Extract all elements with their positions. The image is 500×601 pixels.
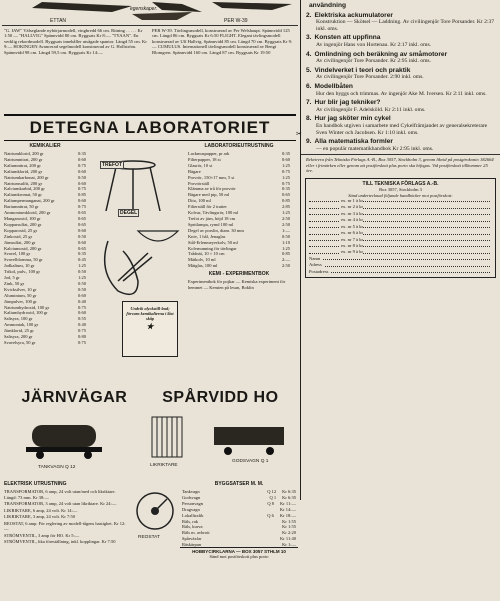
- kemi-book-title: KEMI - EXPERIMENTBOK: [208, 271, 270, 278]
- handbook-title-text: Alla matematiska formler: [314, 138, 393, 146]
- kemikalie-row-name: Natriumhydroxid, 100 gr: [4, 304, 50, 310]
- kemikalie-row-price: 0:75: [77, 162, 86, 168]
- kemikalie-row-name: Kaliumpermanganat, 200 gr: [4, 198, 55, 204]
- kemikalie-row-price: 0:75: [77, 304, 86, 310]
- lab-banner: DETEGNA LABORATORIET: [4, 114, 296, 141]
- handbook-desc: Av civilingenjör Tore Porsander. Kr 2:95 inkl. oms.: [316, 58, 431, 65]
- order-amount-field[interactable]: [363, 237, 490, 241]
- handbook-title-text: Hur jag sköter min cykel: [314, 115, 391, 123]
- handbook-item: [306, 12, 496, 33]
- order-amount-field[interactable]: [363, 230, 490, 234]
- handbook-number: 2.: [306, 11, 312, 19]
- order-row-label: ex. nr 7 à kr: [341, 236, 364, 242]
- utrustning-row-name: Spritlampa, rymd 100 ml: [188, 221, 234, 227]
- order-row-label: ex. nr 1 à kr: [341, 198, 364, 204]
- elektrisk-item: LIKRIKTARE, 6 amp, 24 volt. Kr 14:—: [4, 507, 78, 513]
- handbook-desc: — en populär matematikhandbok Kr 2:95 inkl. oms.: [316, 145, 434, 152]
- utrustning-row-price: 0:75: [281, 168, 290, 174]
- utrustning-row-price: 1:—: [281, 227, 290, 233]
- byggsats-name: Lokalltrafik: [182, 512, 204, 518]
- handbook-desc: Konstruktion — Skötsel — Laddning. Av civilingenjör Tore Porsander. Kr 2:37 inkl. oms.: [316, 19, 495, 32]
- handbook-number: 7.: [306, 99, 312, 107]
- byggsats-code: Q 12: [267, 489, 277, 494]
- right-column: [300, 0, 500, 500]
- byggsats-price: Kr 18:—: [279, 512, 296, 518]
- order-amount-field[interactable]: [363, 249, 490, 253]
- utrustning-row-price: 2:—: [281, 257, 290, 263]
- order-amount-field[interactable]: [363, 243, 490, 247]
- kemikalie-row-name: Järnsulfat, 200 gr: [4, 239, 36, 245]
- glider-ad-right: PER W-39. Tävlingsmodell, konstruerad av Per Welshaupt. Spännvidd 125 cm. Längd 86 cm. Byggsats Kr 6:50 FLIGHT. Elegant tävlingsmodell konstruerad av Ulf Hallvig. Spännvidd 85 cm. Längd 70 cm. Byggsats Kr 9:— CUMULUS. Internationell tävlingsmodell konstruerad av Bengt Blomgren. Spännvidd 160 cm. Längd 87 cm. Byggsats Kr 19:50: [152, 28, 293, 55]
- byggsats-price: Kr 1:55: [282, 518, 296, 524]
- lab-section: [2, 141, 298, 389]
- order-amount-field[interactable]: [363, 198, 490, 202]
- kemikalie-row-name: Saltsyra, 200 gr: [4, 334, 33, 340]
- utrustning-row-name: Filterpapper, 18 st: [188, 156, 221, 162]
- kemikalie-row-price: 0:65: [77, 245, 86, 251]
- handbook-title: [306, 12, 496, 20]
- handbook-title: [306, 51, 496, 59]
- handbook-title: [306, 83, 496, 91]
- utrustning-row-name: Bägare: [188, 168, 201, 174]
- byggsats-code: Q 1: [269, 494, 277, 500]
- kemikalie-row-name: Kaliumkromat, 50 gr: [4, 192, 42, 198]
- kemikalie-row-price: 0:50: [77, 174, 86, 180]
- crucible-dish-icon: [138, 231, 178, 241]
- rail-banner-right: SPÅRVIDD HO: [162, 389, 279, 406]
- byggsats-price: Kr 14:—: [279, 506, 296, 512]
- utrustning-row-price: 1:10: [281, 239, 290, 245]
- utrustning-row-price: 0:35: [281, 186, 290, 192]
- elektrisk-item: STRÖMVENTIL, 3 amp för HO. Kr 5:—: [4, 532, 80, 538]
- kemikalie-row-price: 0:50: [77, 280, 86, 286]
- utrustning-row-name: Glasrör, 10 st: [188, 162, 213, 168]
- handbook-item: [306, 2, 496, 10]
- kemikalie-row-price: 0:65: [77, 215, 86, 221]
- kemikalie-row-name: Manganoxid, 100 gr: [4, 215, 41, 221]
- utrustning-row-price: 1:25: [281, 245, 290, 251]
- kemikalie-row-name: Järnklorid, 25 gr: [4, 328, 34, 334]
- utrustning-row-name: Kniv, 1 hål, Jenaglas: [188, 233, 226, 239]
- order-row-label: ex. nr 5 à kr: [341, 223, 364, 229]
- kemikalie-row-name: Ammoniumklorid, 200 gr: [4, 210, 51, 216]
- utrustning-row-price: 0:65: [281, 192, 290, 198]
- utrustning-row-name: Dito, 100 ml: [188, 198, 211, 204]
- byggsats-price: Kr 11:40: [280, 536, 296, 542]
- handbook-desc: Av civilingenjör F. Adelsköld. Kr 2:11 inkl. oms.: [316, 106, 426, 113]
- kemikalie-row-name: Jod, 5 gr: [4, 275, 20, 281]
- handbook-item: [306, 34, 496, 48]
- byggsats-price: Kr 1:55: [282, 524, 296, 530]
- glider-ads: [2, 26, 298, 114]
- handbook-title-text: Elektriska ackumulatorer: [314, 11, 393, 19]
- handbook-title-text: användning: [309, 2, 346, 9]
- airplane-models-illustration: [2, 0, 298, 26]
- byggsatser-title: BYGGSATSER M. M.: [214, 481, 264, 487]
- kemikalie-row-name: Kaliumnitrat, 200 gr: [4, 162, 41, 168]
- utrustning-row-name: Provrör, 150×17 mm, 5 st: [188, 174, 235, 180]
- utrustning-row-price: 0:75: [281, 180, 290, 186]
- utrustning-row-price: 0:85: [281, 198, 290, 204]
- handbook-number: 6.: [306, 82, 312, 90]
- handbook-number: 9.: [306, 138, 312, 146]
- crucible-tongs-icon: [105, 241, 152, 294]
- byggsats-name: Spårväxlar: [182, 536, 202, 542]
- label-likriktare: LIKRIKTARE: [150, 463, 178, 468]
- handbook-number: 8.: [306, 115, 312, 123]
- handbook-desc: Av ingenjör Hans von Hortenau. Kr 2:17 inkl. oms.: [316, 41, 432, 48]
- utrustning-row-price: 2:85: [281, 204, 290, 210]
- elektrisk-item: TRANSFORMATOR, 6 amp, 24 volt utan/med och likriktare. Längd: 73 mm. Kr 38:—: [4, 489, 116, 500]
- rail-illustrations: [2, 407, 298, 481]
- kemikalie-row-name: Trikol, pulv., 100 gr: [4, 269, 41, 275]
- order-adress-label: Adress: [309, 262, 322, 268]
- utrustning-row-name: Kolvmunning för tävlingar: [188, 245, 237, 251]
- kemikalie-row-price: 0:50: [77, 269, 86, 275]
- kemikalie-row-name: Kvicksilver, 10 gr: [4, 286, 37, 292]
- order-amount-field[interactable]: [363, 217, 490, 221]
- order-qty-field[interactable]: [309, 243, 339, 247]
- kemikalie-row-price: 1:25: [77, 275, 86, 281]
- kemikalie-row-price: 0:80: [77, 334, 86, 340]
- handbook-title-text: Vindelverket i teori och praktik: [314, 66, 411, 74]
- kemikalie-row-price: 0:60: [77, 292, 86, 298]
- elektrisk-item: STRÖMVENTIL, lika föreställning, inkl. kopplingar. Kr 7:50: [4, 539, 116, 544]
- utrustning-row-price: 0:60: [281, 156, 290, 162]
- rail-products: [2, 481, 298, 601]
- order-qty-field[interactable]: [309, 217, 339, 221]
- byggsats-name: Räls, rak: [182, 518, 198, 524]
- utrustning-row-price: 0:85: [281, 251, 290, 257]
- left-column: [2, 0, 298, 560]
- handbook-item: [306, 99, 496, 113]
- utrustning-row-name: Klämma av trå för provrör: [188, 186, 236, 192]
- order-namn-field[interactable]: [323, 256, 490, 260]
- kemikalie-row-price: 0:65: [77, 221, 86, 227]
- handbook-title: [306, 67, 496, 75]
- kemikalie-row-name: Saltsyra, 100 gr: [4, 316, 33, 322]
- utrustning-row-name: Kolvar, Tävlingsrör, 100 ml: [188, 210, 239, 216]
- kemikalie-row-name: Svavelblomma, 50 gr: [4, 257, 43, 263]
- order-form-text: Sänd undertecknad följande handböcker mot postförskott:: [348, 192, 453, 198]
- tank-wagon-icon: [26, 425, 102, 459]
- kemikalie-row-price: 1:25: [77, 263, 86, 269]
- elektrisk-item: LIKRIKTARE, 3 amp, 24 volt. Kr 7:50: [4, 514, 76, 519]
- kemikalie-row-name: Kaliumhydroxid, 100 gr: [4, 310, 48, 316]
- handbook-item: [306, 51, 496, 65]
- byggsatser-list: [180, 481, 298, 548]
- utrustning-row-name: Mätkolv, 10 ml: [188, 257, 216, 263]
- kemikalie-row-name: Kaliumklorid, 200 gr: [4, 168, 43, 174]
- kemi-book-text: Experimentbok för pojkar — Kemiska experiment för hemmet — Kemien på lesan, Boklin: [188, 279, 286, 290]
- order-qty-field[interactable]: [309, 230, 339, 234]
- order-qty-field[interactable]: [309, 249, 339, 253]
- byggsats-name: Dragvagn: [182, 506, 200, 512]
- freight-wagon-icon: [214, 427, 284, 455]
- handbook-item: [306, 115, 496, 136]
- kemikalie-row-name: Svavelsyra, 50 gr: [4, 340, 36, 345]
- order-row-label: ex. nr 6 à kr: [341, 230, 364, 236]
- utrustning-row-price: 1:25: [281, 210, 290, 216]
- utrustning-row-name: Stål-Erlenmeyerkolv, 50 ml: [188, 239, 238, 245]
- order-row-label: ex. nr 4 à kr: [341, 217, 364, 223]
- order-form-title: TILL TEKNISKA FÖRLAGS A.-B.: [362, 181, 439, 188]
- kemikalie-row-price: 0:60: [77, 198, 86, 204]
- kemikalie-row-name: Bariumnitrat, 50 gr: [4, 204, 39, 210]
- model-images-strip: [2, 0, 298, 26]
- handbook-title: [306, 99, 496, 107]
- order-amount-field[interactable]: [363, 224, 490, 228]
- byggsats-name: Godsvagn: [182, 494, 201, 500]
- handbook-title: [306, 115, 496, 123]
- utrustning-title: LABORATORIEUTRUSTNING: [204, 143, 274, 149]
- byggsats-price: Kr 2:20: [282, 530, 296, 536]
- kemikalie-row-price: 0:75: [77, 340, 86, 345]
- rail-banner: [2, 389, 298, 407]
- handbook-item: [306, 83, 496, 97]
- utrustning-row-name: Trådnät, 10 × 10 cm: [188, 251, 225, 257]
- byggsats-name: Räls, kurva: [182, 524, 203, 530]
- kemikalie-row-price: 0:60: [77, 310, 86, 316]
- kemikalie-row-name: Jodkalium, 10 gr: [4, 263, 35, 269]
- elektrisk-item: TRANSFORMATOR, 3 amp, 24 volt utan likriktare. Kr 24:—: [4, 501, 117, 506]
- utrustning-row: [188, 263, 290, 269]
- order-form: [305, 178, 496, 278]
- utrustning-row-name: Provrörställ: [188, 180, 210, 186]
- handbook-number: 5.: [306, 66, 312, 74]
- kemikalie-row-price: 0:40: [77, 298, 86, 304]
- byggsats-price: Kr 6:35: [282, 489, 296, 494]
- order-postadress-field[interactable]: [331, 269, 490, 273]
- byggsats-price: Kr 1:—: [282, 542, 296, 548]
- kemikalie-row-price: 0:35: [77, 151, 86, 156]
- utrustning-row-name: Bägare med pip, 50 ml: [188, 192, 230, 198]
- kemikalie-row-price: 0:55: [77, 316, 86, 322]
- utrustning-row-price: 0:35: [281, 151, 290, 156]
- kemikalie-row-price: 0:60: [77, 180, 86, 186]
- byggsats-price: Kr 11:—: [280, 500, 296, 506]
- utrustning-row-price: 2:50: [281, 215, 290, 221]
- kemikalie-row-name: Järnpulver, 100 gr: [4, 298, 37, 304]
- byggsats-name: Personvagn: [182, 500, 203, 506]
- kemikalie-row-price: 0:75: [77, 204, 86, 210]
- order-amount-field[interactable]: [363, 211, 490, 215]
- order-qty-field[interactable]: [309, 198, 339, 202]
- kemikalier-list: [2, 141, 88, 389]
- order-qty-field[interactable]: [309, 204, 339, 208]
- order-row-label: ex. nr 8 à kr: [341, 242, 364, 248]
- kemikalie-row-price: 0:45: [77, 257, 86, 263]
- kemikalie-row-price: 0:60: [77, 227, 86, 233]
- utrustning-list: [186, 141, 292, 292]
- label-trefot: TREFOT: [102, 162, 122, 168]
- kemikalie-row-name: Kalciumkarbid, 200 gr: [4, 186, 45, 192]
- handbook-title: [306, 2, 496, 10]
- kemikalie-row-price: 0:40: [77, 322, 86, 328]
- utrustning-row-name: Filterställ för 2 tratter: [188, 204, 227, 210]
- kemikalie-row-name: Natriumnitrat, 200 gr: [4, 156, 43, 162]
- kemikalie-row-name: Natriumklorid, 200 gr: [4, 151, 44, 156]
- kemikalie-row-name: Natriumsulfit, 200 gr: [4, 180, 43, 186]
- kemikalie-row-name: Kalciumoxid, 200 gr: [4, 245, 42, 251]
- order-qty-field[interactable]: [309, 237, 339, 241]
- label-tankvagn: TANKVAGN Q 12: [38, 465, 76, 470]
- handbook-number: 4.: [306, 50, 312, 58]
- handbook-title: [306, 34, 496, 42]
- order-instructions: Rekvirera från Tekniska Förlags A.-B., Box 3057, Stockholm 3, genom likvid på postgirokonto 182664 eller i frimärken eller genom att postförskott plus porto ska bifogas. Vid postförskott tillkommer 25 öre.: [301, 154, 500, 176]
- kemikalie-row-price: 0:50: [77, 286, 86, 292]
- kemikalie-row-name: Ammoniak, 100 gr: [4, 322, 39, 328]
- utrustning-row-name: Degel av porslin, diam. 30 mm: [188, 227, 244, 233]
- kemikalie-row-price: 0:60: [77, 156, 86, 162]
- utrustning-row-price: 2:50: [281, 263, 290, 269]
- utrustning-row-price: 0:50: [281, 233, 290, 239]
- glider-ad-left: "G. IAW" Välseglande nybörjarmodell, vingbredd 66 cm. Ritning . . . . . Kr 1:50 — "HALLVIG" Spännvidd 80 cm. Byggsats Kr 8:— "TYAAN". En verklig rekordmodell. Byggsats innehåller utsågade spantor. Längd 55 cm. Kr 9:— HOKINGEN Avancerad segelmodell konstruerad av G. Hollström. Spännvidd 98 cm. Längd 59,5 cm. Byggsats Kr 14:—: [4, 28, 147, 55]
- byggsats-name: Räls m. avbrott: [182, 530, 210, 536]
- kemikalie-row-name: Natriumkarbonat, 200 gr: [4, 174, 49, 180]
- kemikalie-row-name: Zink, 50 gr: [4, 280, 25, 286]
- utrustning-row-name: Mätglas, 100 ml: [188, 263, 218, 269]
- hobby-title: HOBBYCIRKLARNA — BOX 3057 STHLM 10: [192, 549, 286, 554]
- hobby-box: [180, 547, 298, 561]
- label-reostat: REOSTAT: [138, 535, 160, 540]
- kemikalie-row-name: Kopparsulfat, 200 gr: [4, 221, 42, 227]
- byggsats-code: Q 6: [267, 512, 274, 518]
- elektrisk-list: [2, 481, 130, 601]
- handbook-list: [301, 0, 500, 152]
- byggsats-name: Tankvagn: [182, 489, 200, 494]
- handbook-desc: Hur den byggs och trimmas. Av ingenjör Ake M. Iversen. Kr 2:11 inkl. oms.: [316, 90, 487, 97]
- order-row-label: ex. nr 9 à kr: [341, 249, 364, 255]
- kemikalier-title: KEMIKALIER: [29, 143, 61, 149]
- utrustning-row-name: Lackmuspapper, pr ark: [188, 151, 230, 156]
- label-godsvagn: GODSVAGN Q 1: [232, 459, 269, 464]
- kemikalie-row-price: 0:35: [77, 251, 86, 257]
- handbook-desc: En handbok utgiven i samarbete med Cykelfrämjandet av generalsekreterare Sven Winter och Jacobsen. Kr 1:10 inkl. oms.: [316, 122, 488, 136]
- byggsats-name: Räskärpan: [182, 542, 201, 548]
- handbook-number: 3.: [306, 34, 312, 42]
- order-form-sub: Box 3057, Stockholm 3: [379, 187, 422, 193]
- utrustning-row-price: 1:25: [281, 174, 290, 180]
- order-amount-field[interactable]: [363, 204, 490, 208]
- handbook-title-text: Modellbåten: [314, 82, 353, 90]
- kemikalie-row-price: 0:60: [77, 168, 86, 174]
- label-per-w39: PER W-39: [224, 18, 248, 24]
- label-degel: DEGEL: [120, 210, 138, 216]
- kemikalie-row-name: Aluminium, 50 gr: [4, 292, 37, 298]
- order-row-label: ex. nr 3 à kr: [341, 210, 364, 216]
- kemikalie-row-price: 0:75: [77, 328, 86, 334]
- byggsats-code: Q 8: [267, 500, 275, 506]
- kemikalie-row-name: Kopparoxid, 25 gr: [4, 227, 38, 233]
- utrustning-row-price: 2:50: [281, 221, 290, 227]
- order-adress-field[interactable]: [325, 262, 490, 266]
- handbook-item: [306, 67, 496, 81]
- kemikalie-row-price: 0:60: [77, 239, 86, 245]
- kemikalie-row-name: Zinkoxid, 25 gr: [4, 233, 33, 239]
- order-row-label: ex. nr 2 à kr: [341, 204, 364, 210]
- label-egenskaper: egenskaper.: [130, 6, 158, 12]
- safety-notice-text: Undvik olyckstill-bud; förvara kemikalierna i låst skåp: [126, 306, 174, 322]
- order-namn-label: Namn: [309, 255, 321, 261]
- elektrisk-item: REOSTAT, 6 amp. För reglering av modell-tågens hastighet. Kr 12:—: [4, 520, 126, 531]
- order-postadress-row: [309, 269, 492, 275]
- handbook-title-text: Omlindning och beräkning av småmotorer: [314, 50, 448, 58]
- byggsats-price: Kr 6:35: [282, 494, 296, 500]
- kemikalie-row-price: 0:50: [77, 233, 86, 239]
- scissors-icon: ✂: [296, 130, 302, 138]
- handbook-item: [306, 138, 496, 152]
- kemikalie-row: [4, 340, 86, 346]
- rail-banner-left: JÄRNVÄGAR: [21, 389, 128, 406]
- kemikalie-row-price: 0:75: [77, 186, 86, 192]
- order-qty-field[interactable]: [309, 224, 339, 228]
- label-ettan: ETTAN: [50, 18, 67, 24]
- handbook-title: [306, 138, 496, 146]
- utrustning-row-name: Trefot av järn, höjd 18 cm: [188, 215, 236, 221]
- hobby-text: Sänd mot postförskott plus porto: [209, 554, 269, 560]
- kemikalie-row-price: 0:85: [77, 192, 86, 198]
- handbook-title-text: Hur blir jag tekniker?: [314, 99, 381, 107]
- elektrisk-title: ELEKTRISK UTRUSTNING: [4, 481, 67, 487]
- safety-notice: Undvik olyckstill-bud; förvara kemikalierna i låst skåp ★: [122, 301, 178, 357]
- utrustning-row-price: 1:25: [281, 162, 290, 168]
- kemikalie-row-name: Svavel, 100 gr: [4, 251, 31, 257]
- handbook-desc: Av civilingenjör Tore Porsander. 2:90 inkl. oms.: [316, 74, 424, 81]
- kemikalie-row-price: 0:65: [77, 210, 86, 216]
- order-qty-field[interactable]: [309, 211, 339, 215]
- order-postadress-label: Postadress: [309, 268, 329, 274]
- rectifier-icon: [152, 417, 182, 457]
- handbook-title-text: Konsten att uppfinna: [314, 34, 381, 42]
